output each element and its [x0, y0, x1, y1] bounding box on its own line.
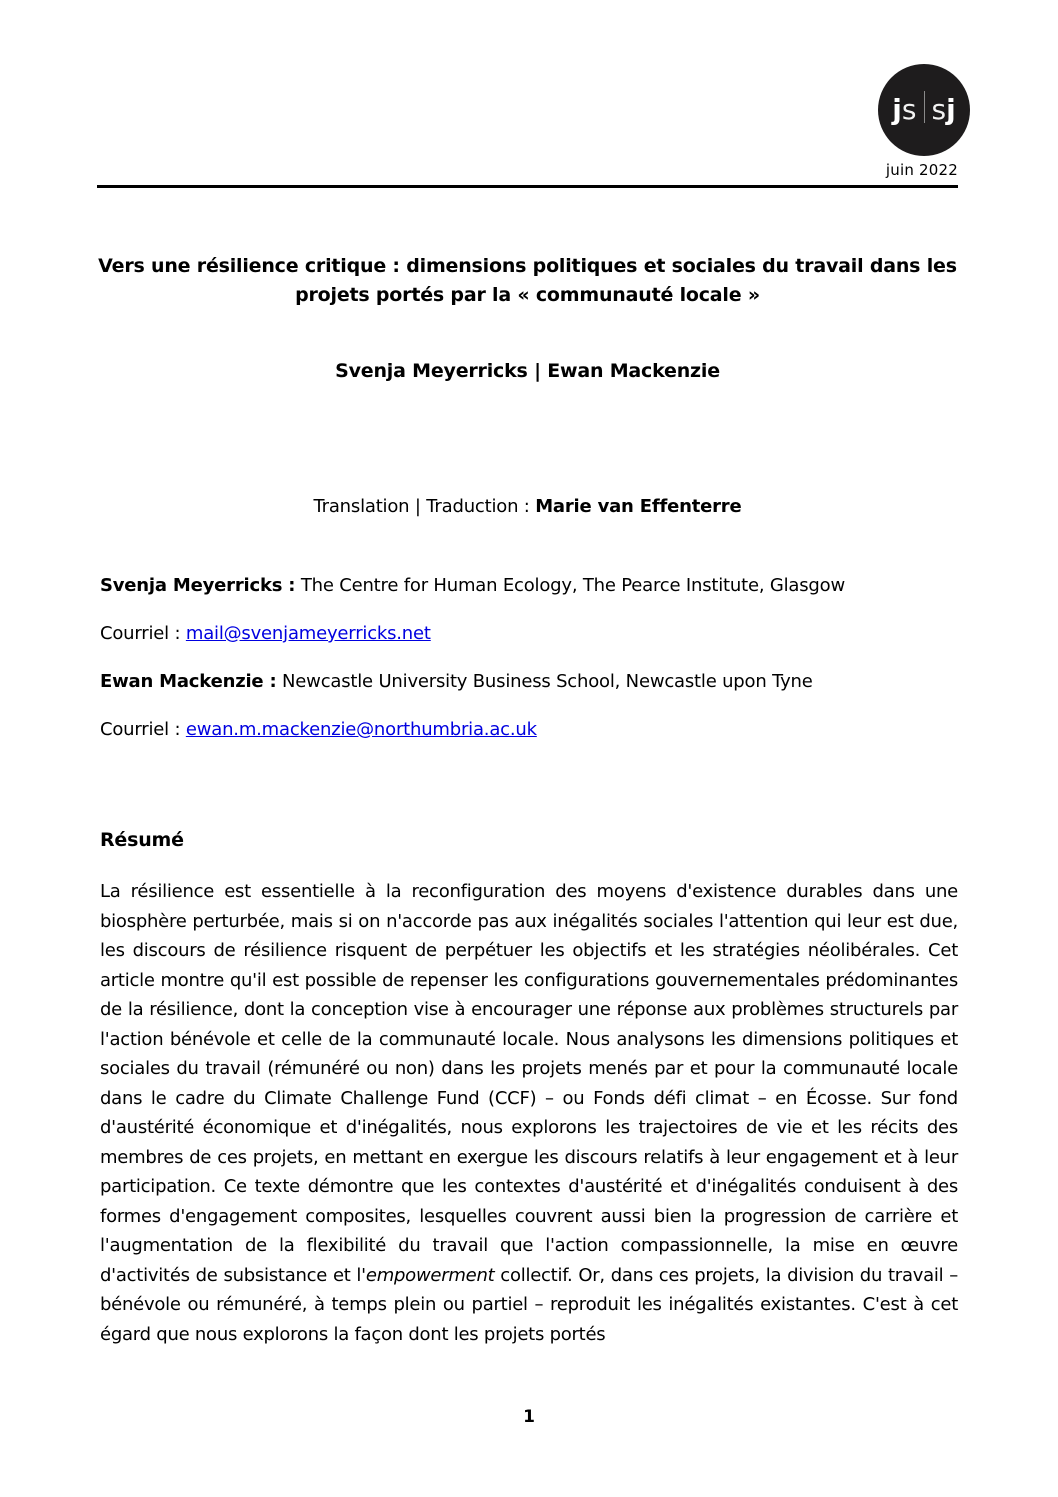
- author1-affiliation: The Centre for Human Ecology, The Pearce Institute, Glasgow: [295, 575, 845, 596]
- contact-block: [100, 572, 958, 764]
- journal-logo-text: [892, 94, 955, 126]
- author1-email-label: Courriel :: [100, 623, 186, 644]
- article-title: Vers une résilience critique : dimensions politiques et sociales du travail dans les projets portés par la « communauté locale »: [98, 255, 957, 306]
- logo-letter-j2: j: [946, 93, 956, 126]
- abstract-italic-term: empowerment: [365, 1264, 495, 1286]
- logo-letter-j1: j: [892, 93, 902, 126]
- article-authors: Svenja Meyerricks | Ewan Mackenzie: [335, 360, 720, 382]
- author1-email-line: [100, 620, 958, 647]
- translation-label: Translation | Traduction :: [313, 496, 536, 517]
- author1-affiliation-line: [100, 572, 958, 599]
- abstract-text: [100, 877, 958, 1349]
- author2-email-line: [100, 716, 958, 743]
- author1-email-link[interactable]: mail@svenjameyerricks.net: [185, 623, 431, 644]
- page-number: 1: [523, 1407, 535, 1427]
- logo-divider: [924, 91, 925, 123]
- issue-date: juin 2022: [885, 161, 958, 179]
- author1-name: Svenja Meyerricks :: [100, 575, 296, 596]
- journal-logo: [878, 64, 970, 156]
- abstract-heading: Résumé: [100, 829, 184, 851]
- logo-letter-s1: s: [901, 93, 917, 126]
- author2-affiliation: Newcastle University Business School, Newcastle upon Tyne: [276, 671, 813, 692]
- abstract-part2: collectif. Or, dans ces projets, la division du travail – bénévole ou rémunéré, à temps plein ou partiel – reproduit les inégalités existantes. C'est à cet égard que nous explorons la façon dont les projets portés: [100, 1264, 958, 1345]
- translator-name: Marie van Effenterre: [535, 496, 742, 517]
- header-rule: [97, 185, 958, 188]
- abstract-part1: La résilience est essentielle à la reconfiguration des moyens d'existence durables dans une biosphère perturbée, mais si on n'accorde pas aux inégalités sociales l'attention qui leur est due, les discours de résilience risquent de perpétuer les objectifs et les stratégies néolibérales. Cet article montre qu'il est possible de repenser les configurations gouvernementales prédominantes de la résilience, dont la conception vise à encourager une réponse aux problèmes structurels par l'action bénévole et celle de la communauté locale. Nous analysons les dimensions politiques et sociales du travail (rémunéré ou non) dans les projets menés par et pour la communauté locale dans le cadre du Climate Challenge Fund (CCF) – ou Fonds défi climat – en Écosse. Sur fond d'austérité économique et d'inégalités, nous explorons les trajectoires de vie et les récits des membres de ces projets, en mettant en exergue les discours relatifs à leur engagement et à leur participation. Ce texte démontre que les contextes d'austérité et d'inégalités conduisent à des formes d'engagement composites, lesquelles couvrent aussi bien la progression de carrière et l'augmentation de la flexibilité du travail que l'action compassionnelle, la mise en œuvre d'activités de subsistance et l': [100, 881, 958, 1286]
- author2-email-label: Courriel :: [100, 719, 186, 740]
- translation-credit: [97, 496, 958, 517]
- author2-email-link[interactable]: ewan.m.mackenzie@northumbria.ac.uk: [185, 719, 537, 740]
- logo-letter-s2: s: [931, 93, 947, 126]
- author2-name: Ewan Mackenzie :: [100, 671, 277, 692]
- author2-affiliation-line: [100, 668, 958, 695]
